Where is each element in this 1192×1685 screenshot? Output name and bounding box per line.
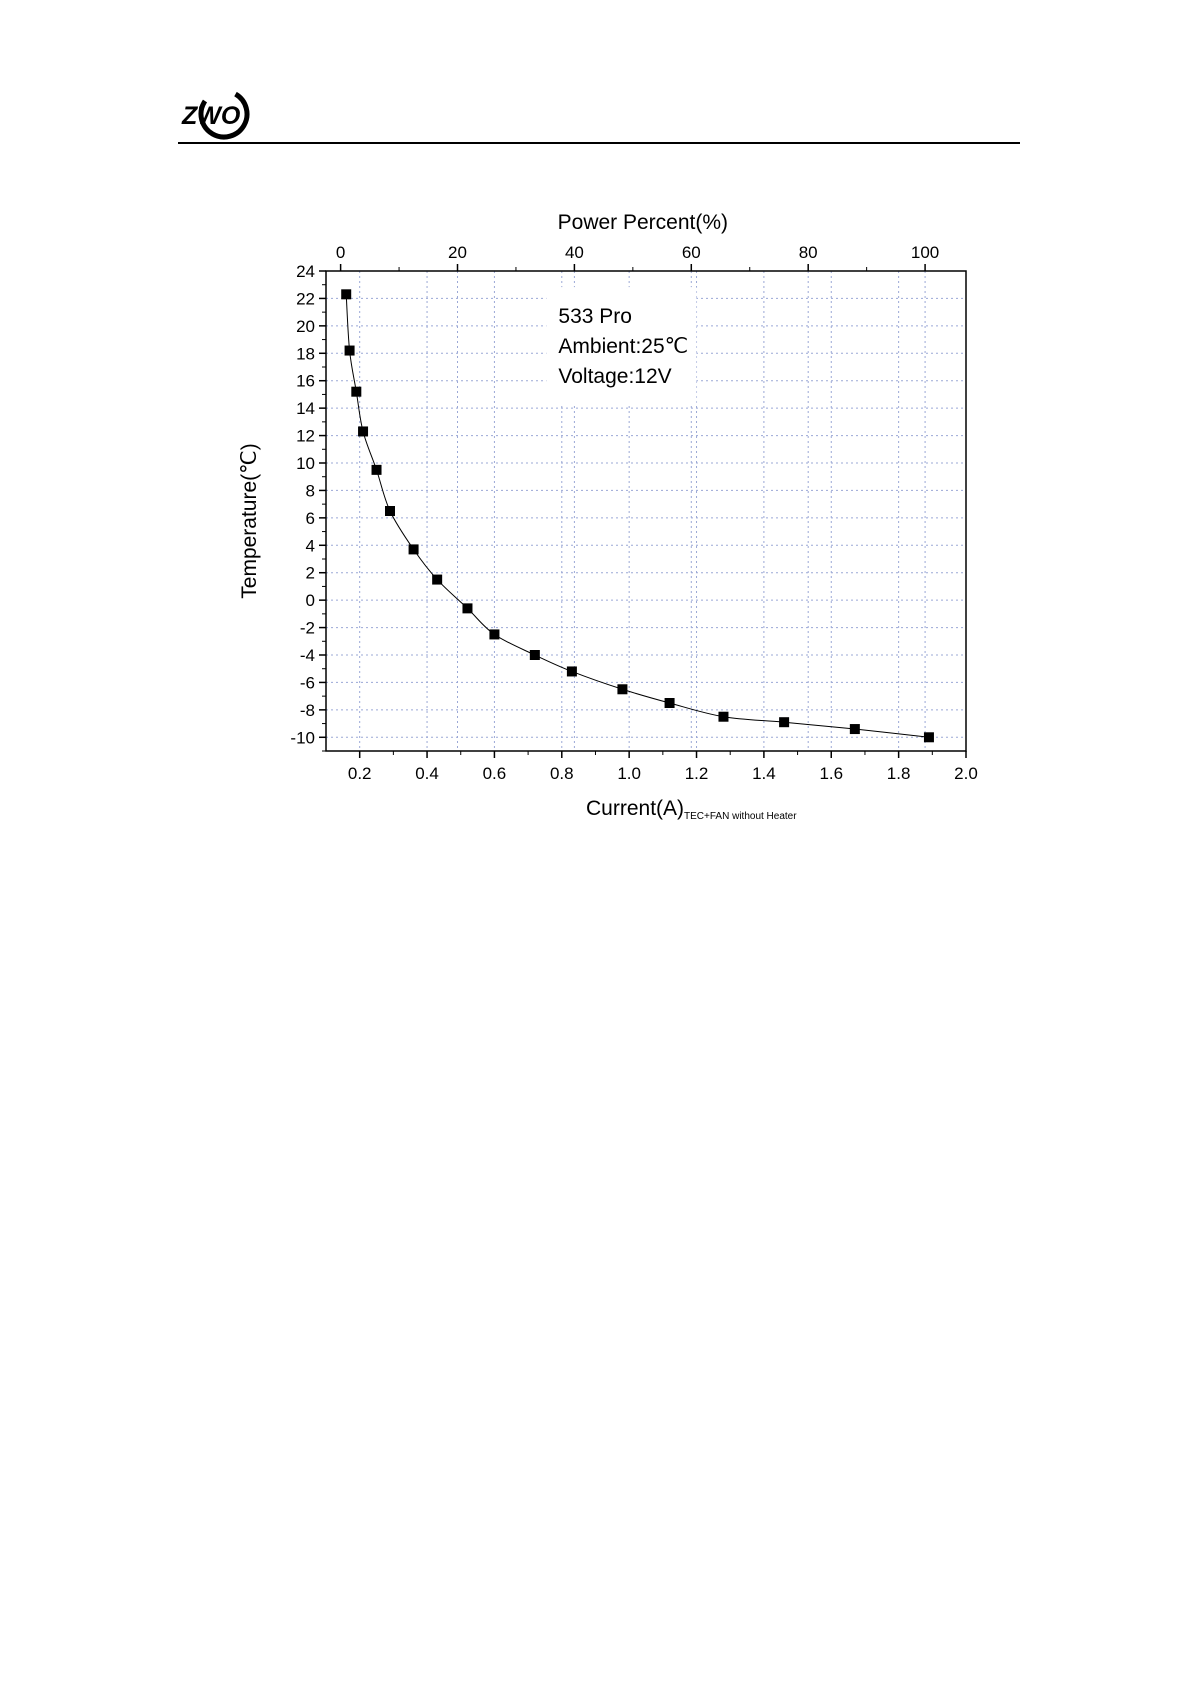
data-point bbox=[617, 684, 627, 694]
y-tick-label: 18 bbox=[296, 344, 315, 364]
data-point bbox=[462, 603, 472, 613]
y-tick-label: -2 bbox=[299, 618, 315, 638]
x2-tick-label: 0 bbox=[335, 243, 346, 262]
data-point bbox=[530, 650, 540, 660]
x-axis-title-subscript: TEC+FAN without Heater bbox=[684, 811, 797, 822]
data-point bbox=[850, 724, 860, 734]
y-tick-label: -10 bbox=[290, 728, 315, 748]
data-point bbox=[372, 465, 382, 475]
data-point bbox=[432, 575, 442, 585]
x2-tick-label: 100 bbox=[910, 243, 940, 262]
x-tick-label: 0.2 bbox=[347, 764, 372, 783]
data-point bbox=[567, 666, 577, 676]
x2-tick-label: 80 bbox=[798, 243, 818, 262]
data-point bbox=[358, 426, 368, 436]
data-point bbox=[409, 544, 419, 554]
data-point bbox=[924, 732, 934, 742]
x2-tick-label: 40 bbox=[564, 243, 584, 262]
data-point bbox=[341, 289, 351, 299]
y-tick-label: 10 bbox=[296, 454, 315, 473]
y-tick-label: 24 bbox=[296, 262, 315, 281]
y-tick-label: 8 bbox=[305, 481, 315, 501]
y-tick-label: 2 bbox=[305, 563, 315, 583]
annotation-line: 533 Pro bbox=[558, 305, 632, 329]
logo-text: ZWO bbox=[182, 102, 241, 130]
y-tick-label: -6 bbox=[299, 673, 315, 693]
data-point bbox=[489, 629, 499, 639]
y-tick-label: 22 bbox=[296, 289, 315, 309]
x-tick-label: 0.6 bbox=[482, 764, 507, 783]
x-tick-label: 1.0 bbox=[617, 764, 641, 783]
x-tick-label: 1.8 bbox=[886, 764, 911, 783]
y-tick-label: 20 bbox=[296, 316, 315, 336]
y-axis-title: Temperature(℃) bbox=[238, 443, 261, 599]
y-tick-label: 12 bbox=[296, 426, 315, 446]
x2-tick-label: 20 bbox=[448, 243, 467, 262]
y-tick-label: 0 bbox=[305, 591, 315, 611]
x-tick-label: 1.4 bbox=[752, 764, 776, 783]
x2-tick-label: 60 bbox=[681, 243, 701, 262]
annotation-line: Voltage:12V bbox=[558, 365, 672, 389]
data-point bbox=[351, 387, 361, 397]
x-tick-label: 1.6 bbox=[819, 764, 844, 783]
x-axis-title-main: Current(A) bbox=[586, 797, 685, 820]
data-point bbox=[345, 346, 355, 356]
y-tick-label: 14 bbox=[296, 399, 315, 419]
y-tick-label: -8 bbox=[299, 700, 315, 720]
y-tick-label: 16 bbox=[296, 371, 315, 391]
x-tick-label: 0.4 bbox=[415, 764, 439, 783]
y-tick-label: 4 bbox=[305, 536, 315, 556]
data-point bbox=[385, 506, 395, 516]
x2-axis-title: Power Percent(%) bbox=[557, 211, 729, 234]
x-tick-label: 2.0 bbox=[954, 764, 978, 783]
x-axis-title bbox=[586, 797, 797, 822]
data-point bbox=[779, 717, 789, 727]
y-tick-label: -4 bbox=[299, 646, 315, 665]
data-point bbox=[718, 712, 728, 722]
x-tick-label: 1.2 bbox=[684, 764, 709, 783]
y-tick-label: 6 bbox=[305, 508, 315, 528]
annotation-line: Ambient:25℃ bbox=[558, 335, 689, 359]
x-tick-label: 0.8 bbox=[549, 764, 574, 783]
data-point bbox=[665, 698, 675, 708]
